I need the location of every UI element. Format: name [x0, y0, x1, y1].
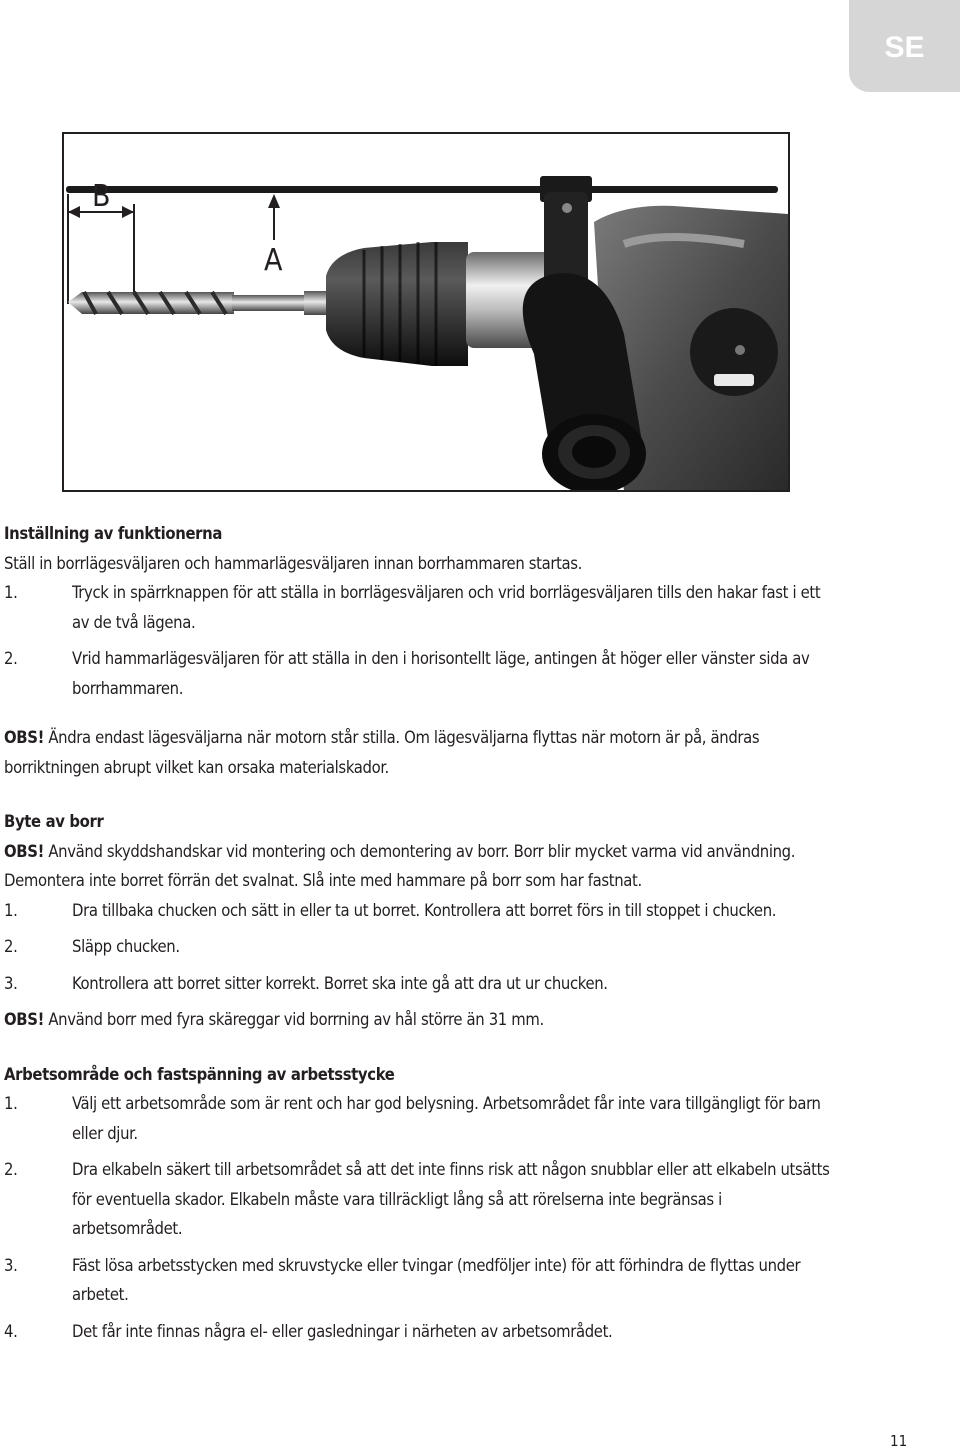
list-text: Välj ett arbetsområde som är rent och har god belysning. Arbetsområdet får inte vara tillgängligt för barn eller djur. — [72, 1094, 821, 1143]
section-heading-work-area: Arbetsområde och fastspänning av arbetsstycke — [4, 1064, 395, 1084]
page-number: 11 — [890, 1432, 908, 1450]
list-item — [4, 1155, 834, 1244]
list-item — [4, 969, 834, 999]
note-text: Använd skyddshandskar vid montering och demontering av borr. Borr blir mycket varma vid användning. Demontera inte borret förrän det svalnat. Slå inte med hammare på borr som har fastnat. — [4, 841, 796, 890]
list-text: Kontrollera att borret sitter korrekt. Borret ska inte gå att dra ut ur chucken. — [72, 973, 608, 993]
list-item — [4, 644, 834, 703]
list-text: Fäst lösa arbetsstycken med skruvstycke eller tvingar (medföljer inte) för att förhindra de flyttas under arbetet. — [72, 1255, 801, 1304]
note-text: Använd borr med fyra skäreggar vid borrning av hål större än 31 mm. — [44, 1010, 544, 1029]
list-number: 3. — [4, 1255, 18, 1275]
list-number: 2. — [4, 937, 18, 956]
list-number: 4. — [4, 1321, 18, 1341]
figure-label-a: A — [264, 243, 283, 278]
list-item — [4, 896, 834, 926]
drill-bit — [68, 291, 328, 315]
note-label: OBS! — [4, 728, 44, 747]
section-heading-settings: Inställning av funktionerna — [4, 524, 223, 543]
list-text: Släpp chucken. — [72, 937, 180, 956]
note-label: OBS! — [4, 1010, 44, 1029]
list-number: 1. — [4, 900, 18, 920]
list-text: Dra tillbaka chucken och sätt in eller ta ut borret. Kontrollera att borret förs in till stoppet i chucken. — [72, 900, 777, 920]
list-text: Tryck in spärrknappen för att ställa in borrlägesväljaren och vrid borrlägesväljaren tills den hakar fast i ett av de två lägena. — [72, 583, 821, 632]
list-number: 3. — [4, 973, 18, 993]
list-item — [4, 1251, 834, 1310]
product-figure — [62, 132, 790, 492]
note-paragraph — [4, 1005, 834, 1035]
figure-label-b: B — [92, 179, 111, 214]
list-text: Vrid hammarlägesväljaren för att ställa in den i horisontellt läge, antingen åt höger eller vänster sida av borrhammaren. — [72, 649, 810, 698]
chuck — [326, 242, 468, 366]
section-intro: Ställ in borrlägesväljaren och hammarlägesväljaren innan borrhammaren startas. — [4, 553, 583, 573]
language-tab: SE — [849, 0, 960, 92]
list-number: 1. — [4, 1094, 18, 1113]
list-text: Det får inte finnas några el- eller gasledningar i närheten av arbetsområdet. — [72, 1321, 613, 1341]
list-number: 1. — [4, 583, 18, 602]
list-item — [4, 1317, 834, 1347]
note-paragraph — [4, 837, 834, 896]
note-label: OBS! — [4, 841, 44, 861]
list-item — [4, 932, 834, 962]
note-paragraph — [4, 723, 834, 782]
list-number: 2. — [4, 1160, 18, 1179]
list-item — [4, 1089, 834, 1148]
section-heading-bit-change: Byte av borr — [4, 812, 104, 831]
pointer-a-arrow — [268, 194, 280, 240]
rotary-hammer-illustration — [64, 134, 788, 490]
instructions-text — [4, 519, 834, 1346]
note-text: Ändra endast lägesväljarna när motorn står stilla. Om lägesväljarna flyttas när motorn är på, ändras borriktningen abrupt vilket kan orsaka materialskador. — [4, 728, 760, 777]
list-text: Dra elkabeln säkert till arbetsområdet så att det inte finns risk att någon snubblar eller att elkabeln utsätts för eventuella skador. Elkabeln måste vara tillräckligt lång så att rörelserna inte begränsas i arbetsområdet. — [72, 1160, 830, 1238]
list-number: 2. — [4, 649, 18, 668]
depth-stop-rod — [66, 176, 778, 202]
list-item — [4, 578, 834, 637]
